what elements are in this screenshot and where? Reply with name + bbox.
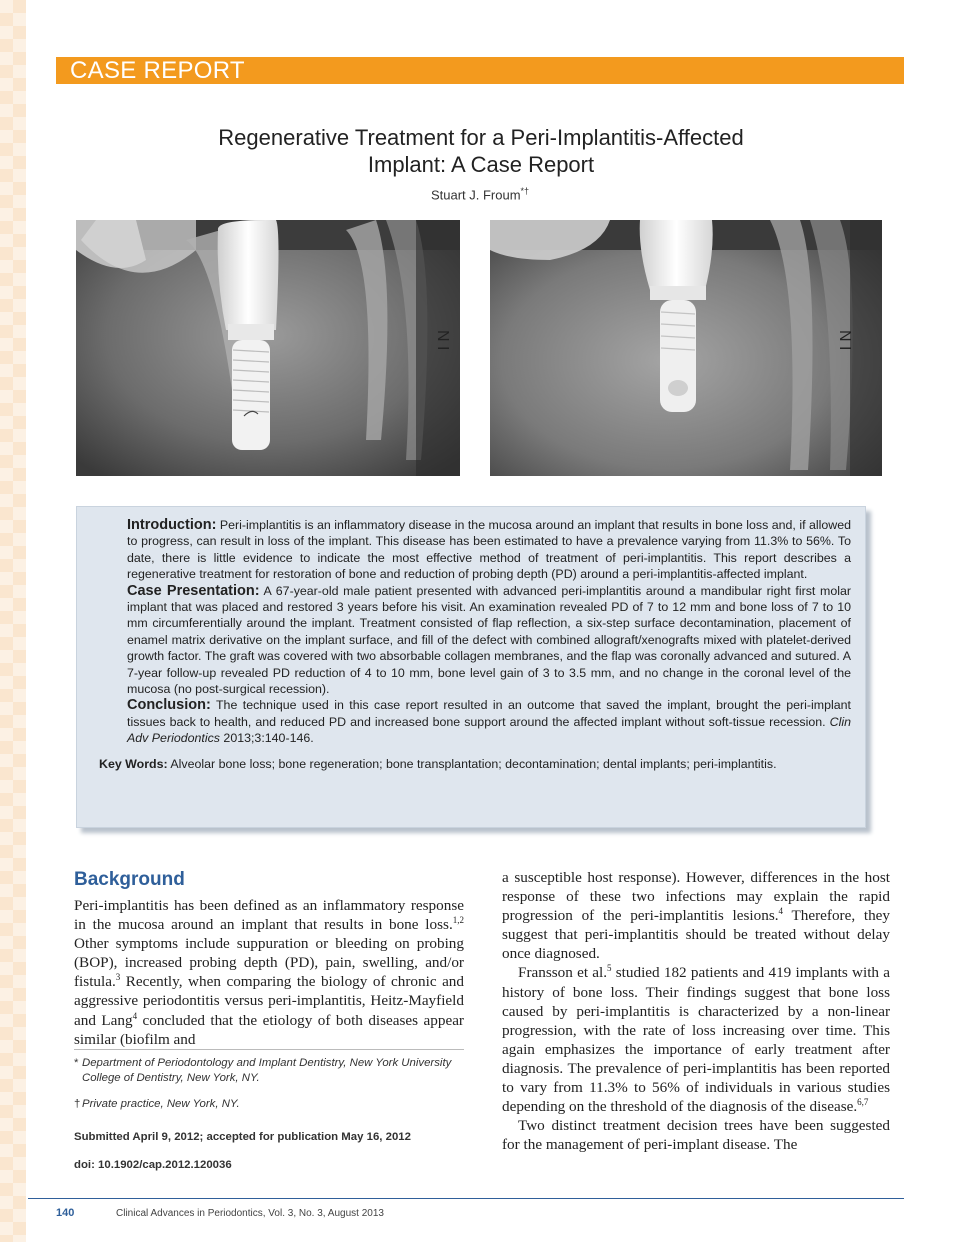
ref-6-7: 6,7 [857,1097,869,1108]
key-words [99,756,851,772]
left-column [74,868,464,1049]
right-paragraph-2: Fransson et al.$^5$ studied 182 patients and 419 implants with a history of bone loss. Their findings suggest that bone loss caused by peri-implantitis is characterized by a non-linear progression, with the rate of loss increasing over time. This again emphasizes the importance of early treatment after diagnosis. The prevalence of peri-implantitis has been reported to vary from 11.3% to 56% of individuals in various studies depending on the threshold of the diagnosis of the disease.$^{6,7}$ [502,963,890,1116]
citation-journal: Clin Adv Periodontics [127,714,851,746]
title-line-2: Implant: A Case Report [367,152,595,177]
film-marker-right: N I [836,330,853,351]
background-paragraph: Peri-implantitis has been defined as an inflammatory response in the mucosa around an implant that results in bone loss.$^{1,2}$ Other symptoms include suppuration or bleeding on probing (BOP), increased probing depth (PD), pain, swelling, and/or fistula.$^3$ Recently, when comparing the biology of chronic and aggressive periodontitis versus peri-implantitis, Heitz-Mayfield and Lang$^4$ concluded that the etiology of both diseases appear similar (biofilm and [74,897,464,1048]
ref-1: 1,2 [452,915,464,926]
abstract-conclusion [99,697,851,746]
conclusion-text: The technique used in this case report resulted in an outcome that saved the implant, brought the peri-implant tissues back to health, and reduced PD and increased bone support around the affected implant without soft-tissue recession. [127,698,851,729]
right-paragraph-3: Two distinct treatment decision trees have been suggested for the management of peri-implant disease. The [502,1117,890,1154]
doi: doi: 10.1902/cap.2012.120036 [74,1159,232,1171]
footnote-2: † Private practice, New York, NY. [74,1098,240,1110]
left-decorative-strip [0,0,26,1242]
right-column [502,868,890,1154]
citation-rest: 2013;3:140-146. [219,731,314,746]
footnote-1: * Department of Periodontology and Implant Dentistry, New York University College of Dentistry, New York, NY. [74,1057,452,1084]
submission-dates: Submitted April 9, 2012; accepted for publication May 16, 2012 [74,1131,411,1143]
case-label: Case Presentation: [127,582,260,599]
background-heading: Background [74,869,185,890]
abstract-case-presentation [99,583,851,698]
title-line-1: Regenerative Treatment for a Peri-Implantitis-Affected [218,125,744,150]
journal-footer: Clinical Advances in Periodontics, Vol. 3, No. 3, August 2013 [116,1208,384,1219]
radiograph-before [76,220,460,476]
ref-4: 4 [778,906,784,917]
article-title [120,124,842,178]
radiograph-after [490,220,882,476]
case-text: A 67-year-old male patient presented with advanced peri-implantitis around a mandibular right first molar implant that was placed and restored 3 years before his visit. An examination revealed PD of 7 to 12 mm and bone loss of 7 to 10 mm circumferentially around the implant. Treatment consisted of flap reflection, a six-step surface decontamination, placement of enamel matrix derivative on the implant surface, and fill of the defect with combined allograft/xenografts mixed with platelet-derived growth factor. The graft was covered with two absorbable collagen membranes, and the flap was coronally advanced and sutured. A 7-year follow-up revealed PD reduction of 4 to 10 mm, bone level gain of 3 to 3.5 mm, and no change in the coronal level of the mucosa (no post-surgical recession). [127,583,851,697]
key-words-text: Alveolar bone loss; bone regeneration; bone transplantation; decontamination; dental implants; peri-implantitis. [167,756,777,771]
intro-text: Peri-implantitis is an inflammatory disease in the mucosa around an implant that results in bone loss and, if allowed to progress, can result in loss of the implant. This disease has been estimated to have a prevalence varying from 11.3% to 56%. To date, there is little evidence to indicate the most effective method of treatment of peri-implantitis. This report describes a regenerative treatment for restoration of bone and reduction of probing depth (PD) around a peri-implantitis-affected implant. [127,518,851,582]
film-marker-left: N I [434,330,451,351]
page-number: 140 [56,1207,75,1219]
author-line [380,186,580,202]
intro-label: Introduction: [127,517,217,533]
key-words-label: Key Words: [99,756,168,771]
section-banner: CASE REPORT [56,57,904,84]
conclusion-label: Conclusion: [127,697,211,714]
ref-3: 4 [132,1010,138,1021]
right-paragraph-1: a susceptible host response). However, differences in the host response of these two infections may explain the rapid progression of the peri-implantitis lesions.$^4$ Therefore, they suggest that peri-implantitis should be treated without delay once diagnosed. [502,869,890,963]
footnote-rule [74,1049,464,1050]
abstract-box [76,506,866,828]
author-marks: *† [520,186,530,196]
footer-rule [28,1198,904,1199]
ref-2: 3 [115,972,121,983]
author-name: Stuart J. Froum [430,187,521,203]
ref-5: 5 [607,963,612,974]
abstract-introduction [99,517,851,583]
